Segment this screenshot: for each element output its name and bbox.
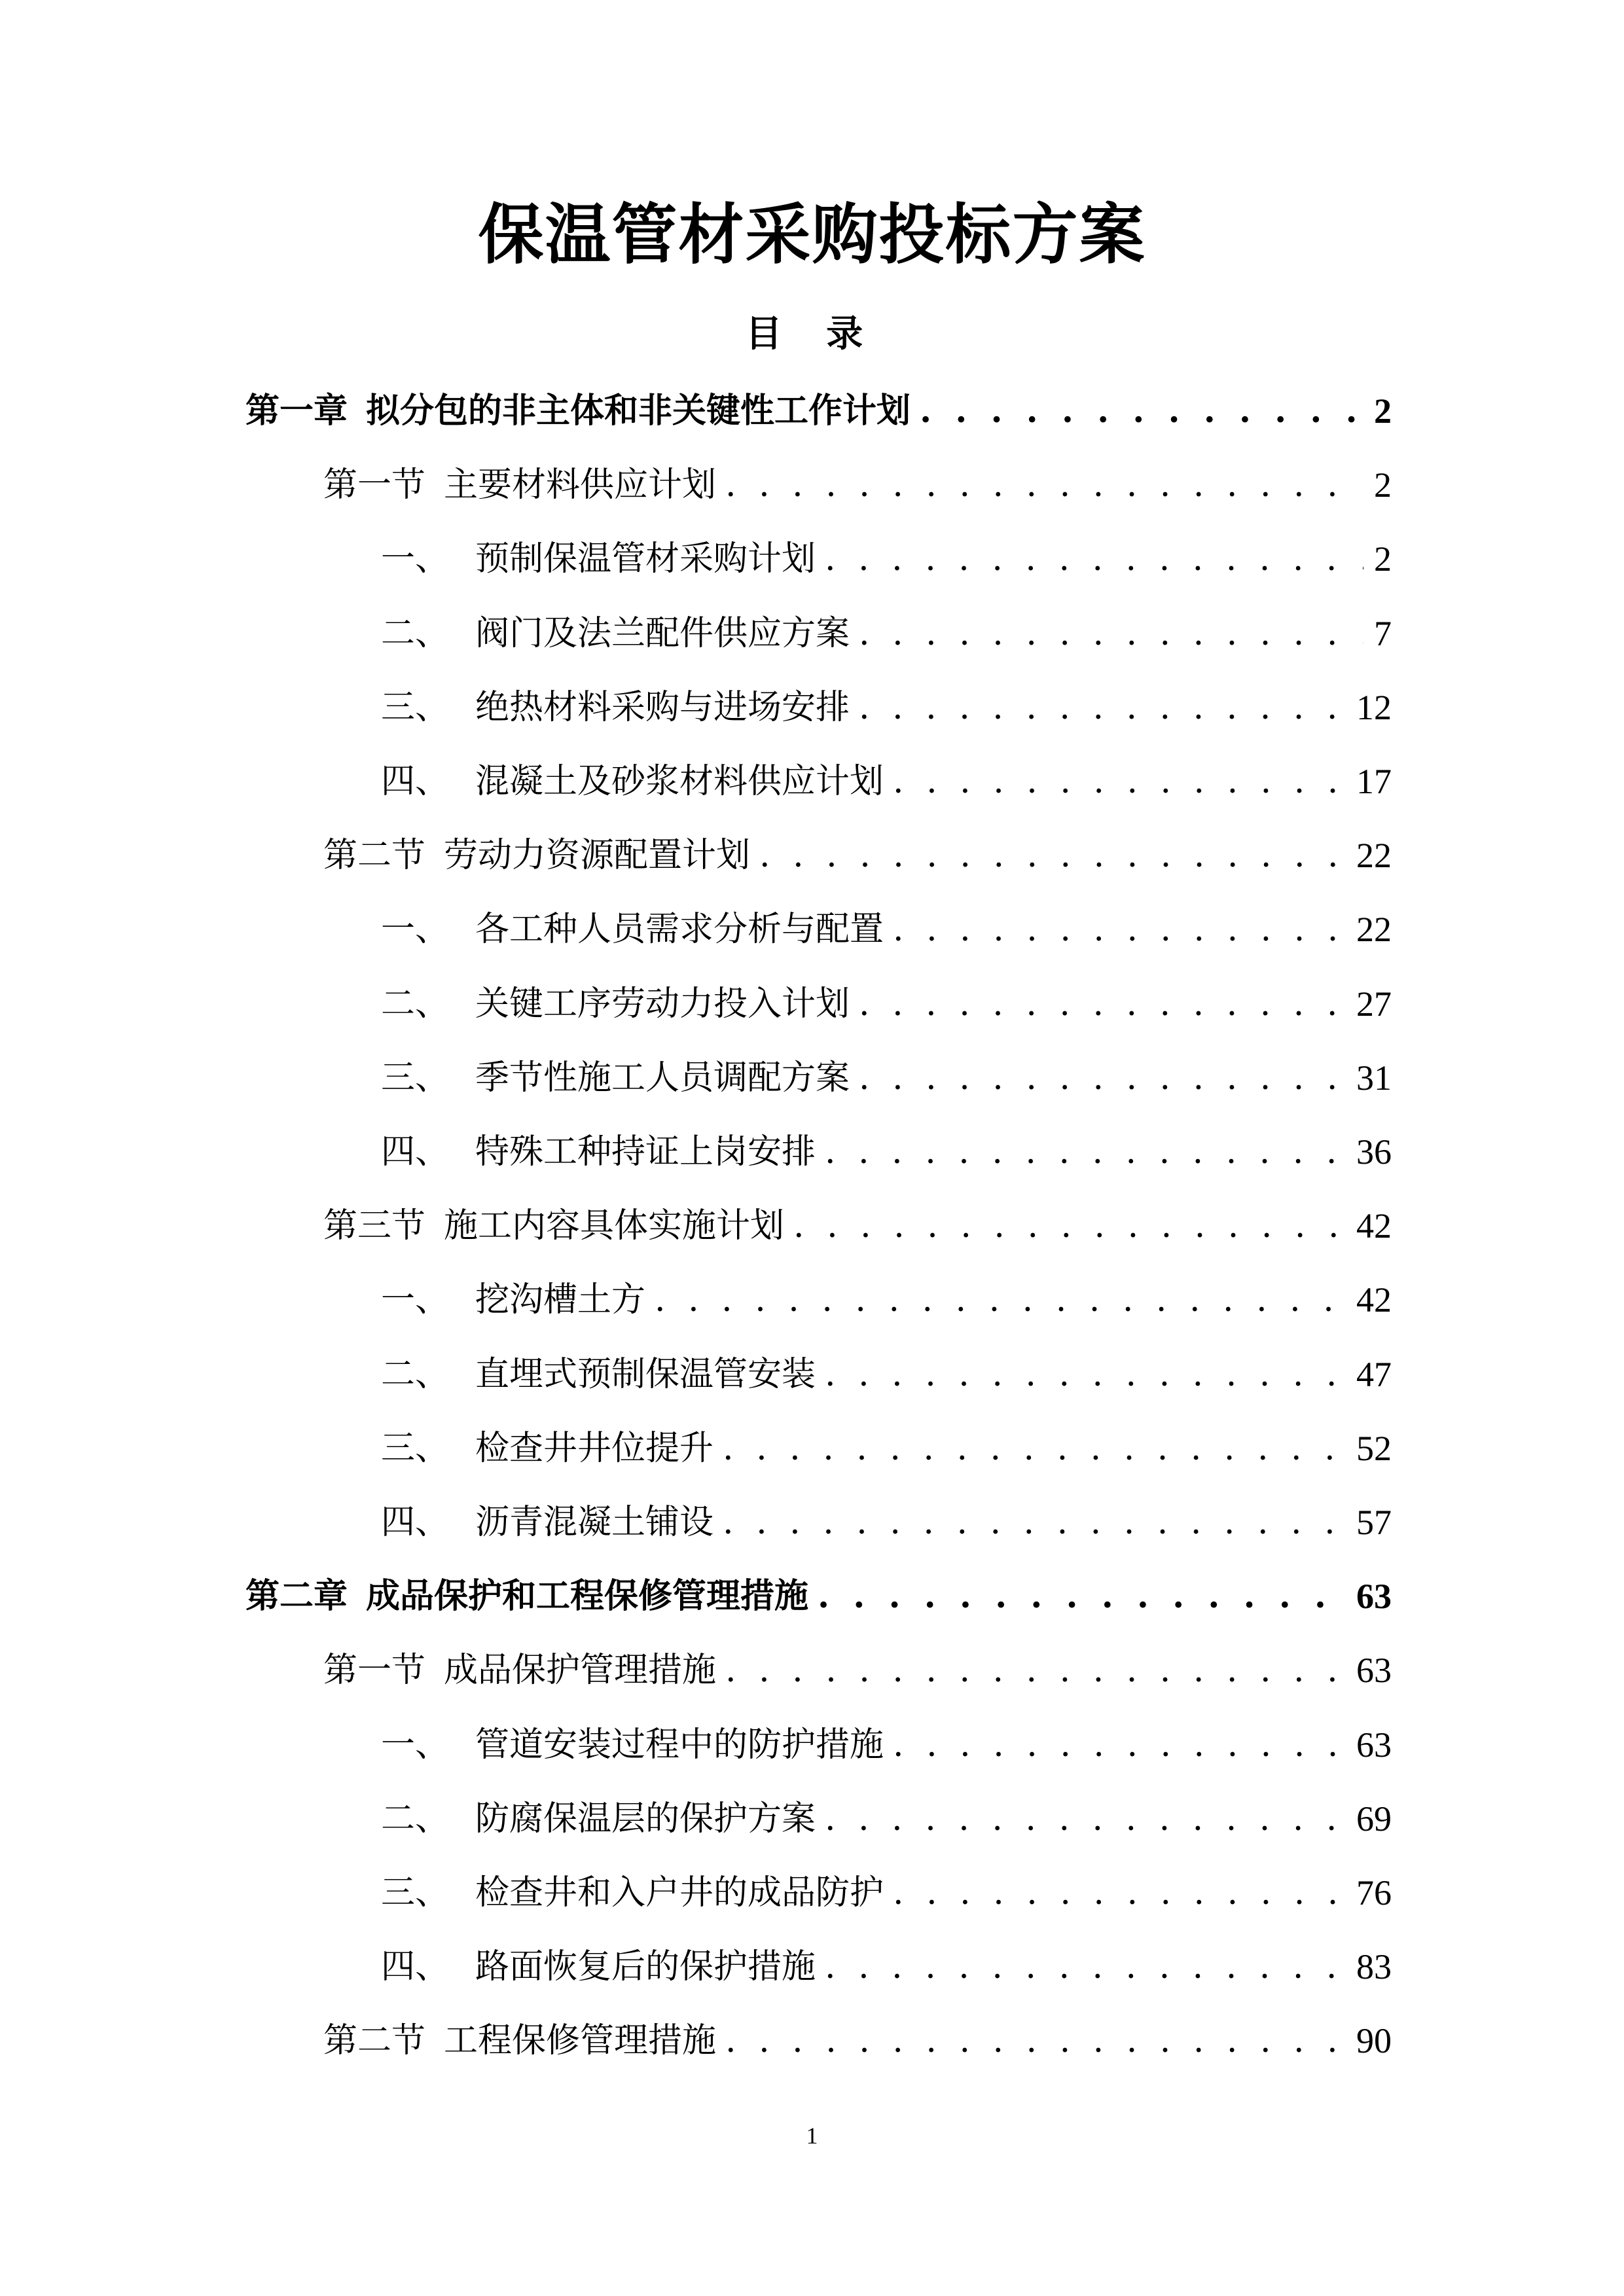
toc-entry-number: 第一节 (323, 1651, 426, 1690)
toc-dot-leader (893, 755, 1346, 808)
toc-entry-number: 四、 (381, 1947, 450, 1986)
toc-entry-page: 52 (1356, 1429, 1392, 1468)
toc-dot-leader (859, 607, 1363, 660)
toc-entry-title: 工程保修管理措施 (444, 2021, 717, 2060)
toc-entry-title: 防腐保温层的保护方案 (475, 1799, 816, 1839)
toc-entry-page: 22 (1356, 836, 1392, 875)
toc-entry-number: 三、 (381, 688, 450, 727)
toc-dot-leader (759, 829, 1346, 882)
toc-entry-number: 第二节 (323, 836, 426, 875)
toc-entry-title: 季节性施工人员调配方案 (475, 1058, 850, 1098)
toc-entry-level-3[interactable] (381, 1719, 1392, 1771)
toc-dot-leader (893, 1719, 1346, 1771)
toc-entry-level-3[interactable] (381, 1422, 1392, 1475)
toc-entry-number: 四、 (381, 1503, 450, 1542)
toc-entry-page: 12 (1356, 688, 1392, 727)
toc-entry-level-3[interactable] (381, 1126, 1392, 1178)
toc-entry-page: 69 (1356, 1799, 1392, 1839)
toc-entry-level-2[interactable] (323, 1644, 1392, 1696)
toc-entry-level-3[interactable] (381, 1348, 1392, 1401)
toc-entry-title: 特殊工种持证上岗安排 (475, 1132, 816, 1172)
toc-entry-number: 三、 (381, 1058, 450, 1098)
toc-entry-number: 第三节 (323, 1206, 426, 1246)
toc-entry-page: 2 (1374, 539, 1392, 579)
toc-dot-leader (825, 1793, 1346, 1845)
toc-dot-leader (825, 1348, 1346, 1401)
toc-dot-leader (725, 459, 1363, 511)
toc-dot-leader (893, 1867, 1346, 1919)
toc-dot-leader (859, 681, 1346, 734)
toc-entry-level-2[interactable] (323, 829, 1392, 882)
toc-entry-number: 第一节 (323, 465, 426, 505)
toc-entry-page: 47 (1356, 1355, 1392, 1394)
toc-entry-title: 预制保温管材采购计划 (475, 539, 816, 579)
toc-entry-level-3[interactable] (381, 1274, 1392, 1326)
toc-dot-leader (825, 1126, 1346, 1178)
toc-dot-leader (725, 2015, 1346, 2067)
toc-entry-number: 一、 (381, 1725, 450, 1765)
toc-entry-number: 第二节 (323, 2021, 426, 2060)
toc-dot-leader (893, 903, 1346, 956)
toc-entry-page: 42 (1356, 1206, 1392, 1246)
toc-entry-number: 二、 (381, 984, 450, 1024)
toc-entry-level-3[interactable] (381, 1052, 1392, 1104)
toc-dot-leader (723, 1496, 1346, 1549)
toc-entry-level-2[interactable] (323, 459, 1392, 511)
toc-entry-title: 主要材料供应计划 (444, 465, 717, 505)
toc-entry-title: 混凝土及砂浆材料供应计划 (475, 762, 884, 801)
toc-dot-leader (793, 1200, 1346, 1252)
toc-entry-title: 关键工序劳动力投入计划 (475, 984, 850, 1024)
toc-entry-page: 42 (1356, 1280, 1392, 1319)
toc-entry-number: 一、 (381, 910, 450, 949)
toc-entry-number: 三、 (381, 1429, 450, 1468)
toc-entry-page: 17 (1356, 762, 1392, 801)
toc-entry-level-3[interactable] (381, 533, 1392, 585)
toc-entry-page: 63 (1356, 1577, 1392, 1616)
toc-entry-title: 路面恢复后的保护措施 (475, 1947, 816, 1986)
toc-entry-level-3[interactable] (381, 607, 1392, 660)
toc-dot-leader (725, 1644, 1346, 1696)
toc-entry-level-2[interactable] (323, 1200, 1392, 1252)
toc-entry-page: 76 (1356, 1873, 1392, 1912)
toc-entry-level-3[interactable] (381, 1941, 1392, 1993)
toc-entry-title: 成品保护管理措施 (444, 1651, 717, 1690)
toc-entry-title: 阀门及法兰配件供应方案 (475, 614, 850, 653)
toc-entry-level-3[interactable] (381, 978, 1392, 1030)
toc-entry-title: 拟分包的非主体和非关键性工作计划 (366, 391, 911, 431)
toc-entry-page: 27 (1356, 984, 1392, 1024)
toc-entry-title: 各工种人员需求分析与配置 (475, 910, 884, 949)
toc-entry-page: 83 (1356, 1947, 1392, 1986)
toc-entry-page: 31 (1356, 1058, 1392, 1098)
toc-dot-leader (859, 1052, 1346, 1104)
toc-entry-level-1[interactable] (245, 1570, 1392, 1623)
toc-entry-number: 一、 (381, 539, 450, 579)
toc-heading: 目 录 (745, 312, 879, 355)
toc-entry-number: 第一章 (245, 391, 348, 431)
toc-entry-title: 直埋式预制保温管安装 (475, 1355, 816, 1394)
toc-entry-page: 36 (1356, 1132, 1392, 1172)
toc-dot-leader (825, 1941, 1346, 1993)
toc-entry-page: 7 (1374, 614, 1392, 653)
toc-entry-page: 2 (1374, 465, 1392, 505)
toc-entry-title: 施工内容具体实施计划 (444, 1206, 785, 1246)
toc-entry-number: 四、 (381, 1132, 450, 1172)
toc-entry-number: 第二章 (245, 1576, 348, 1616)
toc-entry-title: 管道安装过程中的防护措施 (475, 1725, 884, 1765)
toc-entry-title: 绝热材料采购与进场安排 (475, 688, 850, 727)
toc-dot-leader (825, 533, 1363, 585)
toc-entry-level-1[interactable] (245, 385, 1392, 437)
toc-entry-number: 四、 (381, 762, 450, 801)
page-number: 1 (806, 2123, 818, 2149)
toc-entry-title: 成品保护和工程保修管理措施 (366, 1576, 809, 1616)
toc-entry-level-3[interactable] (381, 1496, 1392, 1549)
toc-dot-leader (920, 385, 1363, 437)
toc-entry-number: 二、 (381, 1799, 450, 1839)
toc-entry-title: 劳动力资源配置计划 (444, 836, 751, 875)
toc-entry-number: 二、 (381, 614, 450, 653)
toc-entry-number: 一、 (381, 1280, 450, 1319)
toc-entry-title: 挖沟槽土方 (475, 1280, 646, 1319)
toc-entry-title: 沥青混凝土铺设 (475, 1503, 714, 1542)
toc-entry-page: 22 (1356, 910, 1392, 949)
toc-entry-level-3[interactable] (381, 1867, 1392, 1919)
toc-entry-page: 57 (1356, 1503, 1392, 1542)
toc-entry-level-2[interactable] (323, 2015, 1392, 2067)
toc-dot-leader (655, 1274, 1346, 1326)
toc-entry-level-3[interactable] (381, 681, 1392, 734)
toc-entry-number: 三、 (381, 1873, 450, 1912)
toc-dot-leader (723, 1422, 1346, 1475)
toc-entry-title: 检查井井位提升 (475, 1429, 714, 1468)
toc-dot-leader (859, 978, 1346, 1030)
toc-entry-title: 检查井和入户井的成品防护 (475, 1873, 884, 1912)
document-title: 保温管材采购投标方案 (478, 196, 1146, 273)
toc-entry-page: 2 (1374, 391, 1392, 431)
toc-entry-level-3[interactable] (381, 1793, 1392, 1845)
toc-entry-level-3[interactable] (381, 755, 1392, 808)
toc-entry-page: 63 (1356, 1651, 1392, 1690)
toc-entry-level-3[interactable] (381, 903, 1392, 956)
toc-dot-leader (818, 1570, 1346, 1623)
toc-entry-number: 二、 (381, 1355, 450, 1394)
toc-entry-page: 90 (1356, 2021, 1392, 2060)
toc-entry-page: 63 (1356, 1725, 1392, 1765)
